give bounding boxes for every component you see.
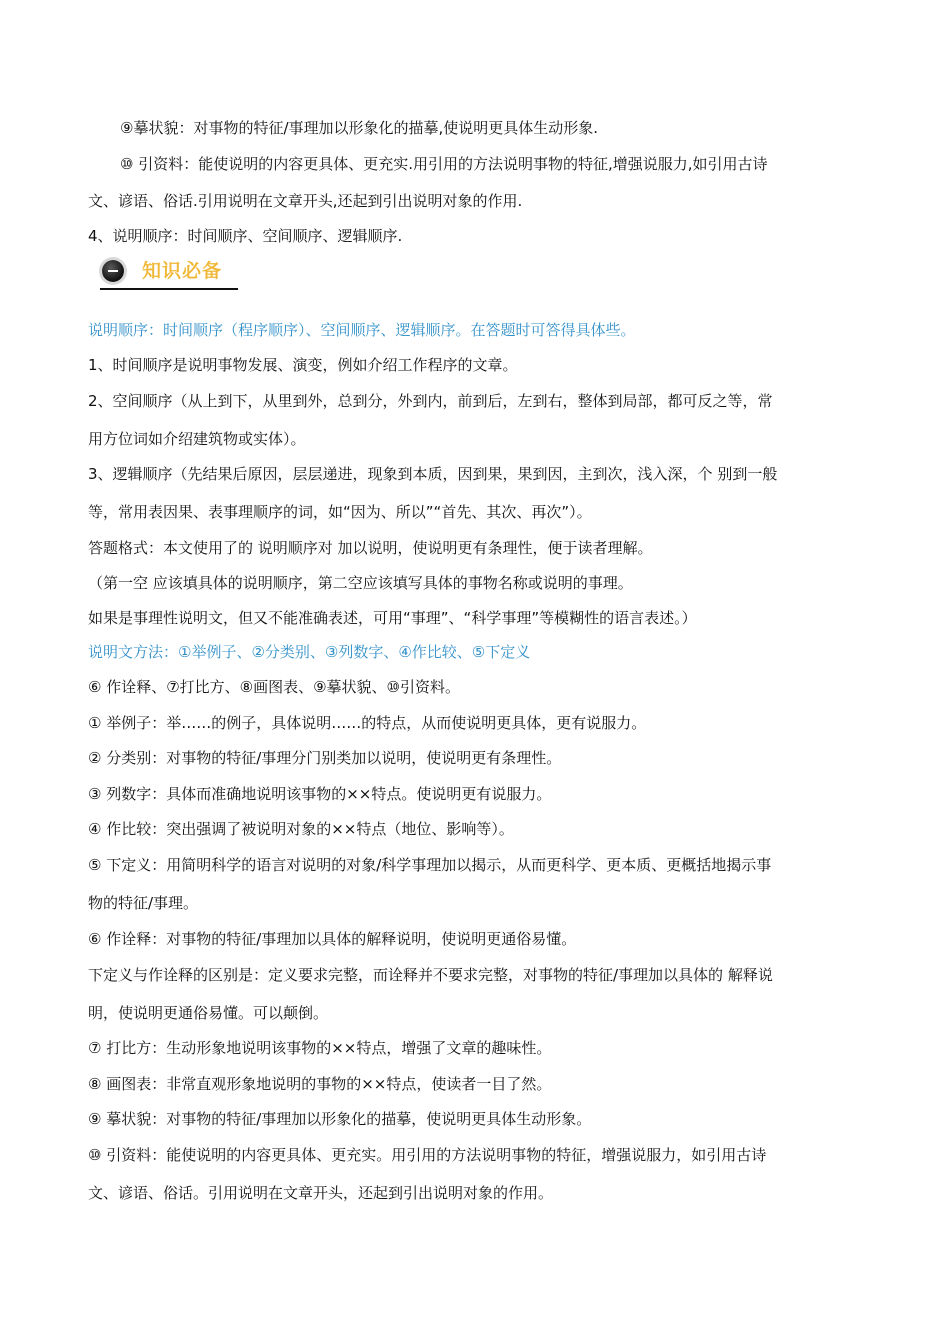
paragraph-line: 1、时间顺序是说明事物发展、演变，例如介绍工作程序的文章。 (88, 356, 518, 374)
paragraph-line: ⑨摹状貌：对事物的特征/事理加以形象化的描摹,使说明更具体生动形象. (120, 119, 599, 137)
paragraph-line: 3、逻辑顺序（先结果后原因，层层递进，现象到本质，因到果，果到因，主到次，浅入深，个 别到一般 (88, 465, 778, 483)
paragraph-line: ④ 作比较：突出强调了被说明对象的××特点（地位、影响等）。 (88, 820, 514, 838)
paragraph-line: 说明顺序：时间顺序（程序顺序）、空间顺序、逻辑顺序。在答题时可答得具体些。 (88, 321, 636, 339)
paragraph-line: 用方位词如介绍建筑物或实体）。 (88, 430, 306, 448)
paragraph-line: 文、谚语、俗话。引用说明在文章开头，还起到引出说明对象的作用。 (88, 1184, 554, 1202)
paragraph-line: 等，常用表因果、表事理顺序的词，如“因为、所以”“首先、其次、再次”）。 (88, 503, 592, 521)
section-header (100, 257, 240, 293)
paragraph-line: ⑥ 作诠释：对事物的特征/事理加以具体的解释说明，使说明更通俗易懂。 (88, 930, 577, 948)
paragraph-line: 如果是事理性说明文，但又不能准确表述，可用“事理”、“科学事理”等模糊性的语言表述。） (88, 609, 697, 627)
paragraph-line: 下定义与作诠释的区别是：定义要求完整，而诠释并不要求完整，对事物的特征/事理加以具体的 解释说 (88, 966, 773, 984)
paragraph-line: ⑩ 引资料：能使说明的内容更具体、更充实.用引用的方法说明事物的特征,增强说服力,如引用古诗 (120, 155, 768, 173)
paragraph-line: 2、空间顺序（从上到下，从里到外，总到分，外到内，前到后，左到右，整体到局部，都可反之等，常 (88, 392, 773, 410)
paragraph-line: 4、说明顺序：时间顺序、空间顺序、逻辑顺序. (88, 227, 403, 245)
paragraph-line: ③ 列数字：具体而准确地说明该事物的××特点。使说明更有说服力。 (88, 785, 552, 803)
paragraph-line: ⑦ 打比方：生动形象地说明该事物的××特点，增强了文章的趣味性。 (88, 1039, 552, 1057)
paragraph-line: ⑩ 引资料：能使说明的内容更具体、更充实。用引用的方法说明事物的特征，增强说服力，如引用古诗 (88, 1146, 767, 1164)
paragraph-line: 物的特征/事理。 (88, 894, 199, 912)
paragraph-line: 说明文方法：①举例子、②分类别、③列数字、④作比较、⑤下定义 (88, 643, 531, 661)
paragraph-line: 明，使说明更通俗易懂。可以颠倒。 (88, 1004, 329, 1022)
minus-circle-icon (102, 260, 124, 282)
paragraph-line: （第一空 应该填具体的说明顺序，第二空应该填写具体的事物名称或说明的事理。 (88, 574, 633, 592)
paragraph-line: 文、谚语、俗话.引用说明在文章开头,还起到引出说明对象的作用. (88, 192, 523, 210)
paragraph-line: ⑤ 下定义：用简明科学的语言对说明的对象/科学事理加以揭示，从而更科学、更本质、更概括地揭示事 (88, 856, 772, 874)
paragraph-line: ⑧ 画图表：非常直观形象地说明的事物的××特点，使读者一目了然。 (88, 1075, 552, 1093)
paragraph-line: ⑨ 摹状貌：对事物的特征/事理加以形象化的描摹，使说明更具体生动形象。 (88, 1110, 592, 1128)
section-title: 知识必备 (142, 260, 223, 282)
paragraph-line: ② 分类别：对事物的特征/事理分门别类加以说明，使说明更有条理性。 (88, 749, 562, 767)
section-underline (100, 288, 238, 290)
paragraph-line: ⑥ 作诠释、⑦打比方、⑧画图表、⑨摹状貌、⑩引资料。 (88, 678, 461, 696)
paragraph-line: 答题格式：本文使用了的 说明顺序对 加以说明，使说明更有条理性，便于读者理解。 (88, 539, 653, 557)
paragraph-line: ① 举例子：举……的例子，具体说明……的特点，从而使说明更具体，更有说服力。 (88, 714, 647, 732)
